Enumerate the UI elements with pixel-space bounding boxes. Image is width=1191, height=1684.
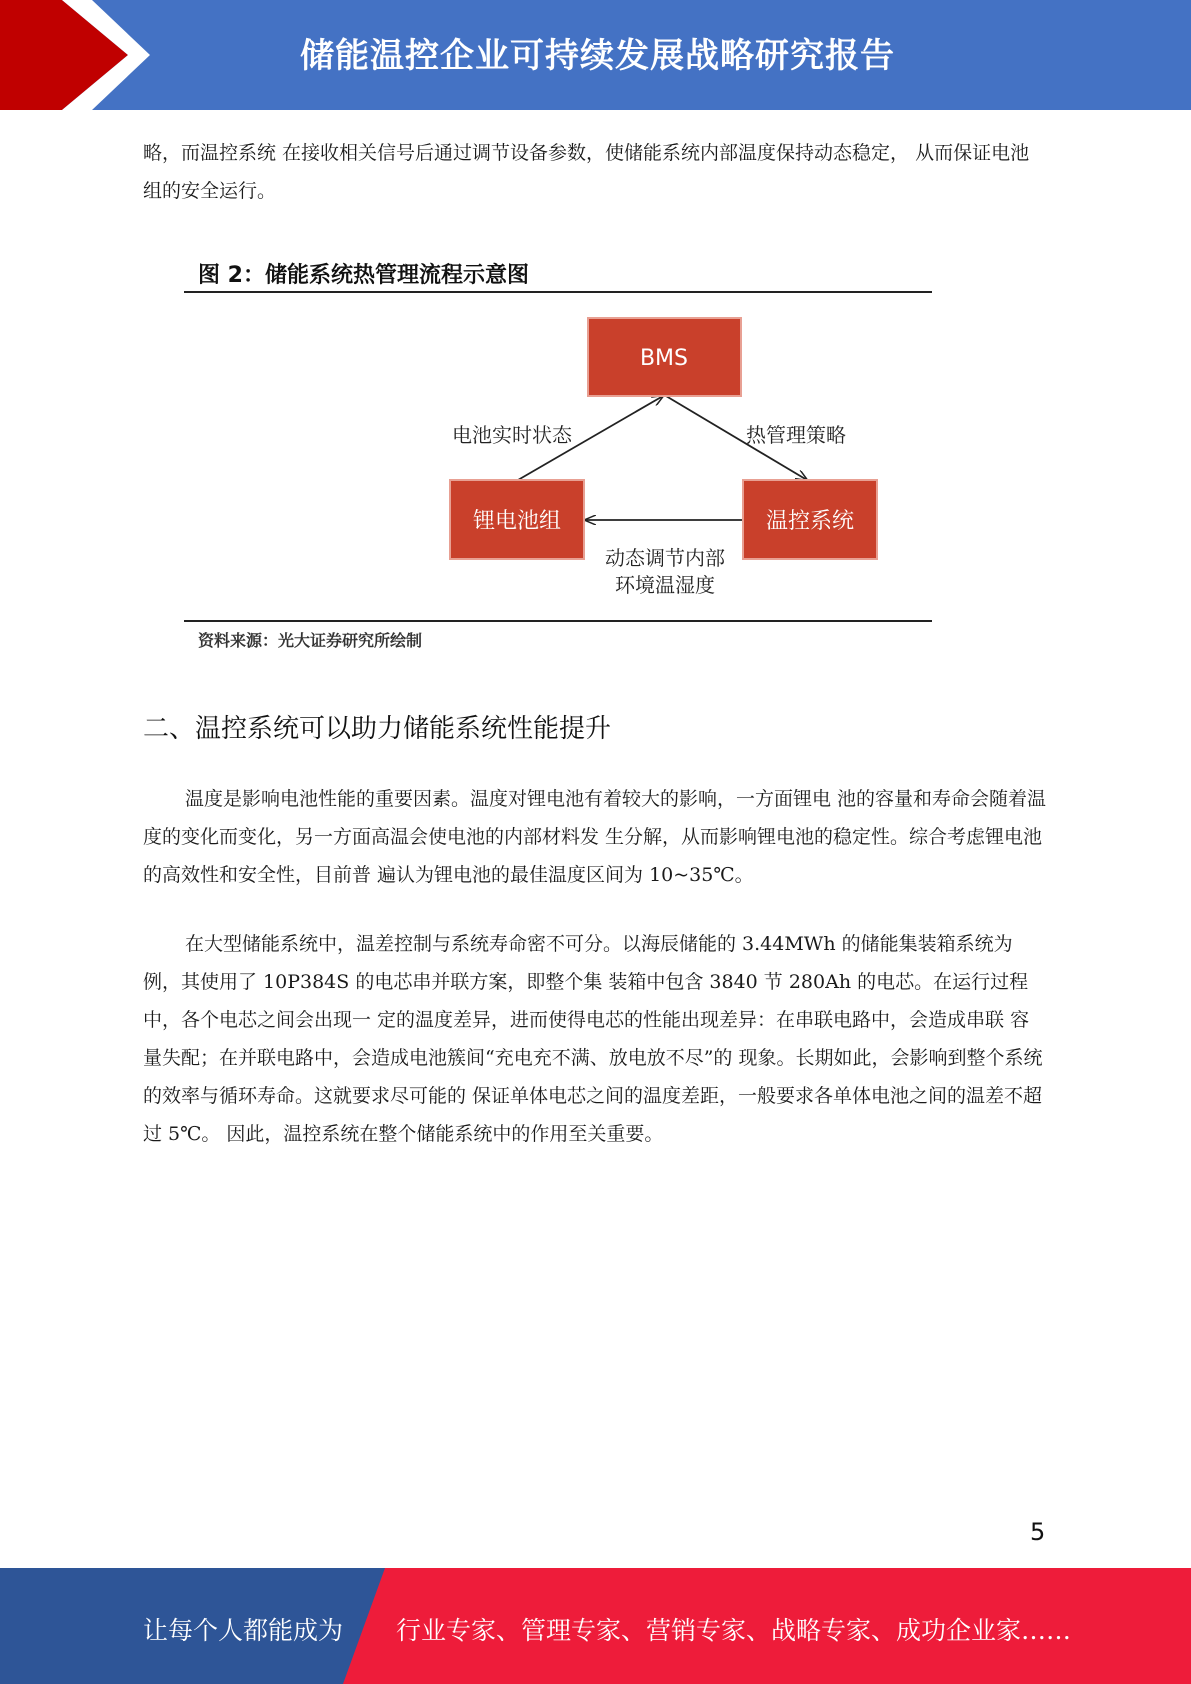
- intro-paragraph: 略，而温控系统 在接收相关信号后通过调节设备参数，使储能系统内部温度保持动态稳定， 从而保证电池组的安全运行。: [143, 142, 1030, 202]
- header-banner: [0, 0, 1191, 110]
- figure-bottom-rule: [184, 620, 932, 622]
- section-paragraph-1: 温度是影响电池性能的重要因素。温度对锂电池有着较大的影响，一方面锂电 池的容量和寿命会随着温度的变化而变化，另一方面高温会使电池的内部材料发 生分解，从而影响锂电池的稳定性。综合考虑锂电池的高效性和安全性，目前普 遍认为锂电池的最佳温度区间为 10~35℃。: [143, 788, 1047, 886]
- bms-node-label: BMS: [639, 346, 689, 371]
- section-heading: 二、温控系统可以助力储能系统性能提升: [143, 714, 612, 744]
- figure-title: 图 2：储能系统热管理流程示意图: [198, 263, 529, 288]
- battery-node: [450, 480, 584, 559]
- edge-label-battery-status: 电池实时状态: [452, 423, 572, 447]
- thermal-management-diagram: [400, 310, 900, 610]
- edge-label-adjust-line2: 环境温湿度: [615, 573, 715, 597]
- section-paragraph-2: 在大型储能系统中，温差控制与系统寿命密不可分。以海辰储能的 3.44MWh 的储能集装箱系统为例，其使用了 10P384S 的电芯串并联方案，即整个集 装箱中包含 3840 节 280Ah 的电芯。在运行过程中，各个电芯之间会出现一 定的温度差异，进而使得电芯的性能出现差异：在串联电路中，会造成串联 容量失配；在并联电路中，会造成电池簇间“充电充不满、放电放不尽”的 现象。长期如此，会影响到整个系统的效率与循环寿命。这就要求尽可能的 保证单体电芯之间的温度差距，一般要求各单体电池之间的温差不超过 5℃。 因此，温控系统在整个储能系统中的作用至关重要。: [143, 933, 1043, 1145]
- footer-slogan: 让每个人都能成为: [143, 1616, 344, 1645]
- thermal-node-label: 温控系统: [765, 509, 855, 534]
- battery-node-label: 锂电池组: [472, 509, 562, 534]
- thermal-node: [743, 480, 877, 559]
- bms-node: [588, 318, 741, 396]
- footer-banner: [0, 1568, 1191, 1684]
- edge-label-adjust-line1: 动态调节内部: [605, 546, 725, 570]
- report-title: 储能温控企业可持续发展战略研究报告: [300, 36, 895, 76]
- footer-roles: 行业专家、管理专家、营销专家、战略专家、成功企业家……: [396, 1616, 1072, 1645]
- page-number: 5: [1030, 1518, 1046, 1546]
- edge-label-thermal-strategy: 热管理策略: [746, 423, 846, 447]
- figure-source: 资料来源：光大证券研究所绘制: [198, 631, 423, 650]
- figure-top-rule: [184, 291, 932, 293]
